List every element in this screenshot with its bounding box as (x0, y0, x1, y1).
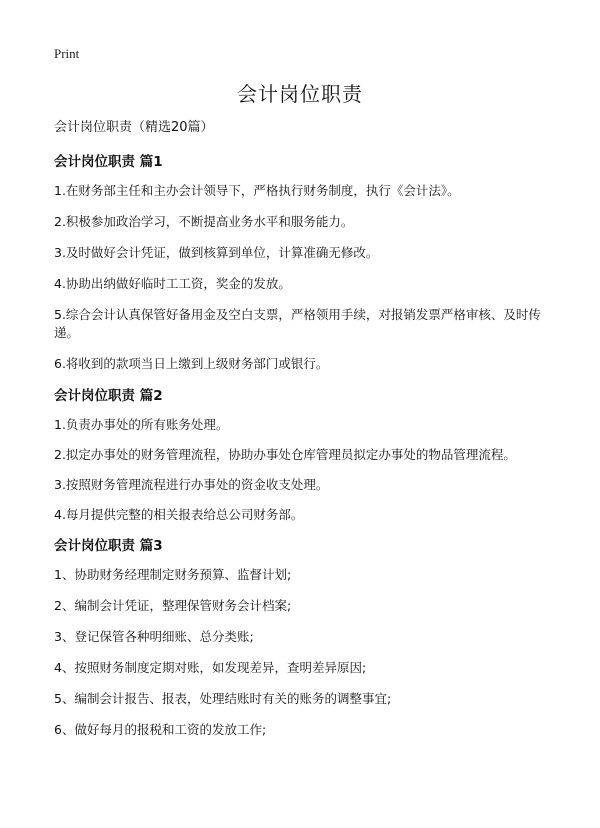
list-item: 2.拟定办事处的财务管理流程，协助办事处仓库管理员拟定办事处的物品管理流程。 (54, 447, 516, 462)
list-item: 5.综合会计认真保管好备用金及空白支票，严格领用手续，对报销发票严格审核、及时传递。 (54, 307, 541, 340)
section-heading: 会计岗位职责 篇2 (54, 388, 163, 404)
list-item: 2、编制会计凭证，整理保管财务会计档案; (54, 598, 292, 613)
print-label: Print (54, 46, 80, 61)
section-1 (54, 152, 554, 373)
section-2 (54, 386, 554, 524)
list-item: 2.积极参加政治学习，不断提高业务水平和服务能力。 (54, 214, 354, 229)
list-item: 3.按照财务管理流程进行办事处的资金收支处理。 (54, 477, 329, 492)
list-item: 6、做好每月的报税和工资的发放工作; (54, 722, 267, 737)
list-item: 3、登记保管各种明细账、总分类账; (54, 629, 254, 644)
list-item: 4.协助出纳做好临时工工资，奖金的发放。 (54, 276, 291, 291)
section-3 (54, 536, 554, 739)
list-item: 1.在财务部主任和主办会计领导下，严格执行财务制度，执行《会计法》。 (54, 183, 460, 198)
section-heading: 会计岗位职责 篇1 (54, 154, 163, 170)
list-item: 4.每月提供完整的相关报表给总公司财务部。 (54, 507, 304, 522)
document-body (54, 118, 554, 752)
document-subtitle: 会计岗位职责（精选20篇） (54, 120, 214, 135)
list-item: 5、编制会计报告、报表，处理结账时有关的账务的调整事宜; (54, 691, 392, 706)
list-item: 1、协助财务经理制定财务预算、监督计划; (54, 567, 292, 582)
list-item: 4、按照财务制度定期对账，如发现差异，查明差异原因; (54, 660, 367, 675)
list-item: 3.及时做好会计凭证，做到核算到单位，计算准确无修改。 (54, 245, 379, 260)
document-title: 会计岗位职责 (237, 82, 363, 106)
section-heading: 会计岗位职责 篇3 (54, 538, 163, 554)
list-item: 6.将收到的款项当日上缴到上级财务部门或银行。 (54, 356, 329, 371)
list-item: 1.负责办事处的所有账务处理。 (54, 417, 229, 432)
